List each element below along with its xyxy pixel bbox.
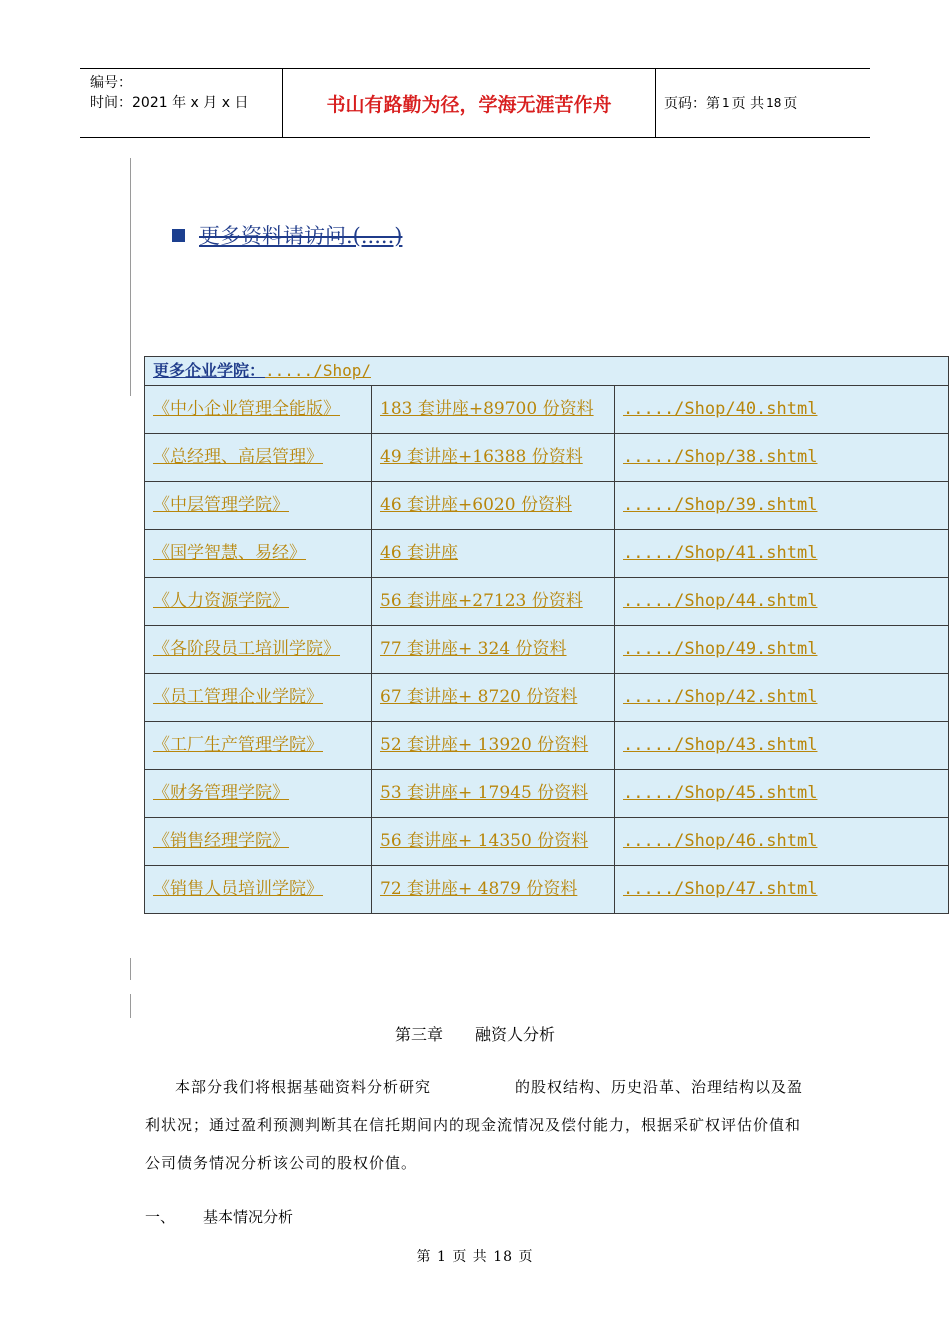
footer-prefix: 第	[416, 1249, 432, 1265]
shop-desc-link[interactable]: 52 套讲座+ 13920 份资料	[380, 735, 589, 755]
paragraph-part2: 的股权结构、历史沿革、治理结构以及盈利状况；通过盈利预测判断其在信托期间内的现金流情况及偿付能力，根据采矿权评估价值和公司债务情况分析该公司的股权价值。	[145, 1078, 804, 1172]
header-motto: 书山有路勤为径，学海无涯苦作舟	[282, 69, 656, 137]
shop-name-link[interactable]: 《人力资源学院》	[153, 591, 289, 611]
table-header-cell	[145, 357, 949, 386]
table-row	[145, 722, 949, 770]
footer-suffix: 页	[518, 1249, 534, 1265]
shop-name-cell	[145, 626, 372, 674]
table-row	[145, 770, 949, 818]
shop-url-cell	[615, 722, 949, 770]
page-footer	[0, 1246, 950, 1266]
footer-mid: 页 共	[452, 1249, 488, 1265]
shop-url-cell	[615, 386, 949, 434]
header-page-info	[664, 69, 797, 137]
shop-desc-cell	[372, 866, 615, 914]
table-row	[145, 866, 949, 914]
shop-desc-cell	[372, 482, 615, 530]
shop-desc-cell	[372, 434, 615, 482]
chapter-number: 第三章	[394, 1025, 443, 1044]
shop-url-link[interactable]: ...../Shop/44.shtml	[623, 591, 818, 611]
shop-url-link[interactable]: ...../Shop/39.shtml	[623, 495, 818, 515]
shop-name-link[interactable]: 《销售人员培训学院》	[153, 879, 323, 899]
shop-url-link[interactable]: ...../Shop/43.shtml	[623, 735, 818, 755]
page-mid: 页 共	[731, 96, 765, 112]
shop-url-link[interactable]: ...../Shop/38.shtml	[623, 447, 818, 467]
table-row	[145, 434, 949, 482]
section-title: 基本情况分析	[203, 1208, 294, 1226]
shop-name-link[interactable]: 《国学智慧、易经》	[153, 543, 306, 563]
shop-desc-link[interactable]: 56 套讲座+ 14350 份资料	[380, 831, 589, 851]
shop-name-cell	[145, 674, 372, 722]
shop-desc-link[interactable]: 46 套讲座+6020 份资料	[380, 495, 572, 515]
shop-name-link[interactable]: 《总经理、高层管理》	[153, 447, 323, 467]
page-prefix: 页码：第	[664, 96, 720, 112]
paragraph-part1: 本部分我们将根据基础资料分析研究	[175, 1078, 432, 1096]
shop-url-cell	[615, 530, 949, 578]
shop-url-link[interactable]: ...../Shop/45.shtml	[623, 783, 818, 803]
shop-url-link[interactable]: ...../Shop/46.shtml	[623, 831, 818, 851]
table-header-url[interactable]: ...../Shop/	[265, 361, 371, 380]
body-paragraph	[145, 1068, 810, 1182]
shop-desc-link[interactable]: 67 套讲座+ 8720 份资料	[380, 687, 578, 707]
table-row	[145, 530, 949, 578]
table-row	[145, 818, 949, 866]
shop-desc-link[interactable]: 183 套讲座+89700 份资料	[380, 399, 594, 419]
bullet-square-icon	[172, 229, 185, 242]
margin-line	[130, 994, 131, 1018]
shop-desc-cell	[372, 530, 615, 578]
page-suffix: 页	[783, 96, 798, 112]
page-header	[80, 68, 870, 138]
table-row	[145, 674, 949, 722]
shop-desc-link[interactable]: 46 套讲座	[380, 543, 459, 563]
shop-url-link[interactable]: ...../Shop/41.shtml	[623, 543, 818, 563]
shop-name-cell	[145, 866, 372, 914]
margin-line	[130, 158, 131, 396]
shop-desc-cell	[372, 386, 615, 434]
shop-desc-link[interactable]: 72 套讲座+ 4879 份资料	[380, 879, 578, 899]
shop-desc-cell	[372, 626, 615, 674]
shop-url-cell	[615, 626, 949, 674]
table-header-row	[145, 357, 949, 386]
shop-name-cell	[145, 386, 372, 434]
shop-desc-cell	[372, 578, 615, 626]
shop-desc-cell	[372, 770, 615, 818]
shop-url-link[interactable]: ...../Shop/49.shtml	[623, 639, 818, 659]
table-row	[145, 626, 949, 674]
shop-url-cell	[615, 434, 949, 482]
shop-name-cell	[145, 818, 372, 866]
shop-desc-link[interactable]: 77 套讲座+ 324 份资料	[380, 639, 567, 659]
shop-name-cell	[145, 530, 372, 578]
chapter-title: 融资人分析	[475, 1025, 556, 1044]
shop-url-link[interactable]: ...../Shop/47.shtml	[623, 879, 818, 899]
shop-desc-cell	[372, 722, 615, 770]
page-current: 1	[722, 96, 730, 110]
number-label: 编号：	[90, 75, 132, 91]
margin-line	[130, 958, 131, 980]
shop-name-cell	[145, 434, 372, 482]
section-number: 一、	[145, 1208, 176, 1226]
shop-name-link[interactable]: 《中层管理学院》	[153, 495, 289, 515]
shop-table	[144, 356, 949, 914]
shop-desc-link[interactable]: 56 套讲座+27123 份资料	[380, 591, 583, 611]
shop-url-cell	[615, 578, 949, 626]
table-header-label[interactable]: 更多企业学院：	[153, 361, 266, 380]
shop-name-link[interactable]: 《工厂生产管理学院》	[153, 735, 323, 755]
table-row	[145, 482, 949, 530]
table-row	[145, 578, 949, 626]
shop-url-cell	[615, 818, 949, 866]
chapter-heading	[0, 1022, 950, 1045]
shop-url-link[interactable]: ...../Shop/40.shtml	[623, 399, 818, 419]
more-info-link-text[interactable]: 更多资料请访问.(.....)	[199, 224, 403, 248]
section-heading	[145, 1206, 293, 1227]
page-total: 18	[766, 96, 782, 110]
shop-desc-link[interactable]: 53 套讲座+ 17945 份资料	[380, 783, 589, 803]
shop-desc-cell	[372, 818, 615, 866]
shop-desc-cell	[372, 674, 615, 722]
shop-name-cell	[145, 770, 372, 818]
shop-name-link[interactable]: 《员工管理企业学院》	[153, 687, 323, 707]
time-label: 时间：2021 年 x 月 x 日	[90, 95, 249, 111]
shop-name-link[interactable]: 《中小企业管理全能版》	[153, 399, 340, 419]
shop-url-cell	[615, 482, 949, 530]
shop-name-cell	[145, 722, 372, 770]
shop-url-cell	[615, 866, 949, 914]
shop-name-link[interactable]: 《财务管理学院》	[153, 783, 289, 803]
shop-name-link[interactable]: 《各阶段员工培训学院》	[153, 639, 340, 659]
shop-name-link[interactable]: 《销售经理学院》	[153, 831, 289, 851]
more-info-link[interactable]	[172, 220, 402, 250]
footer-current: 1	[436, 1249, 447, 1265]
shop-name-cell	[145, 482, 372, 530]
shop-url-link[interactable]: ...../Shop/42.shtml	[623, 687, 818, 707]
table-row	[145, 386, 949, 434]
shop-url-cell	[615, 674, 949, 722]
shop-name-cell	[145, 578, 372, 626]
header-meta	[90, 73, 248, 113]
shop-url-cell	[615, 770, 949, 818]
footer-total: 18	[493, 1249, 514, 1265]
shop-desc-link[interactable]: 49 套讲座+16388 份资料	[380, 447, 583, 467]
